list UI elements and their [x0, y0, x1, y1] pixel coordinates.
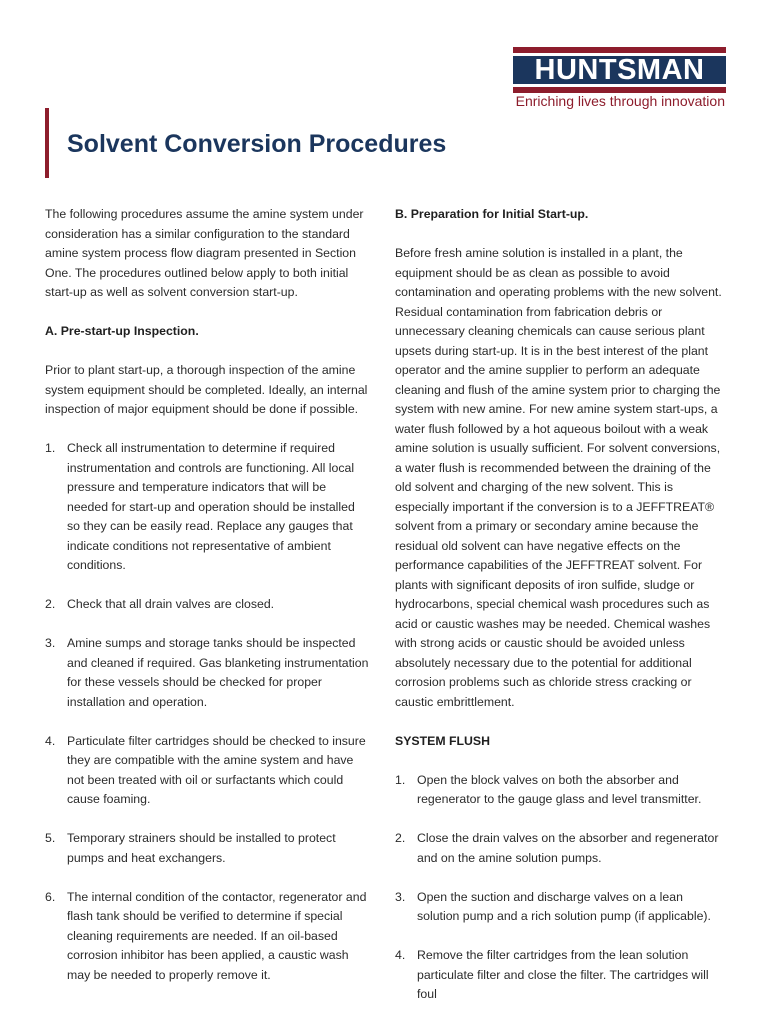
list-number: 4.: [45, 733, 56, 748]
list-text: Close the drain valves on the absorber and regenerator and on the amine solution pumps.: [417, 831, 719, 865]
list-text: Open the block valves on both the absorber and regenerator to the gauge glass and level transmitter.: [417, 772, 702, 806]
section-a-intro: Prior to plant start-up, a thorough inspection of the amine system equipment should be completed. Ideally, an internal inspection of major equipment should be done if possible.: [45, 363, 368, 416]
list-text: Check that all drain valves are closed.: [67, 597, 275, 611]
list-item: [395, 888, 723, 927]
logo-top-bar: [513, 47, 726, 53]
list-text: Temporary strainers should be installed to protect pumps and heat exchangers.: [67, 831, 336, 865]
page-title: Solvent Conversion Procedures: [67, 130, 447, 158]
huntsman-logo: [513, 47, 726, 93]
logo-wordmark: HUNTSMAN: [513, 56, 726, 84]
list-item: [45, 829, 370, 868]
list-item: [45, 595, 370, 615]
list-text: Open the suction and discharge valves on a lean solution pump and a rich solution pump (if applicable).: [417, 889, 711, 923]
list-number: 2.: [395, 831, 406, 845]
title-accent-bar: [45, 108, 49, 178]
list-text: Check all instrumentation to determine if required instrumentation and controls are functioning. All local pressure and temperature indicators that will be needed for start-up and operation should be installed so they can be easily read. Replace any gauges that indicate conditions not representative of ambient conditions.: [67, 441, 355, 572]
right-column: [395, 205, 723, 1024]
system-flush-list: [395, 771, 723, 1005]
list-number: 6.: [45, 889, 56, 904]
list-number: 1.: [45, 441, 56, 455]
list-text: The internal condition of the contactor, regenerator and flash tank should be verified to determine if special cleaning requirements are needed. If an oil-based corrosion inhibitor has been applied, a caustic wash may be needed to properly remove it.: [67, 889, 367, 982]
list-item: [45, 634, 370, 712]
list-number: 1.: [395, 772, 406, 787]
list-item: [395, 829, 723, 868]
list-text: Particulate filter cartridges should be checked to insure they are compatible with the amine system and have not been treated with oil or surfactants which could cause foaming.: [67, 733, 366, 806]
list-item: [45, 732, 370, 810]
list-number: 4.: [395, 948, 406, 962]
list-item: [45, 439, 370, 576]
list-item: [395, 771, 723, 810]
list-number: 2.: [45, 597, 56, 611]
list-text: Amine sumps and storage tanks should be inspected and cleaned if required. Gas blanketing instrumentation for these vessels should be checked for proper installation and operation.: [67, 636, 369, 709]
section-a-heading: A. Pre-start-up Inspection.: [45, 324, 199, 338]
list-text: Remove the filter cartridges from the lean solution particulate filter and close the filter. The cartridges will foul: [417, 948, 709, 1001]
intro-paragraph: The following procedures assume the amine system under consideration has a similar configuration to the standard amine system process flow diagram presented in Section One. The procedures outlined below apply to both initial start-up as well as solvent conversion start-up.: [45, 207, 364, 299]
list-number: 5.: [45, 831, 56, 845]
list-item: [395, 946, 723, 1005]
left-column: [45, 205, 370, 1005]
system-flush-heading: SYSTEM FLUSH: [395, 733, 490, 748]
list-number: 3.: [45, 636, 56, 650]
tagline: Enriching lives through innovation: [515, 93, 725, 109]
section-b-heading: B. Preparation for Initial Start-up.: [395, 207, 589, 221]
list-number: 3.: [395, 889, 406, 904]
section-b-body: Before fresh amine solution is installed in a plant, the equipment should be as clean as possible to avoid contamination and operating problems with the new solvent. Residual contamination from fabrication debris or unnecessary cleaning chemicals can cause serious plant upsets during start-up. It is in the best interest of the plant operator and the amine supplier to perform an adequate cleaning and flush of the amine system prior to charging the system with new amine. For new amine system start-ups, a water flush followed by a hot aqueous boilout with a weak amine solution is usually sufficient. For solvent conversions, a water flush is recommended between the draining of the old solvent and charging of the new solvent. This is especially important if the conversion is to a JEFFTREAT® solvent from a primary or secondary amine because the residual old solvent can have negative effects on the performance capabilities of the JEFFTREAT solvent. For plants with significant deposits of iron sulfide, sludge or hydrocarbons, special chemical wash procedures such as acid or caustic washes may be needed. Chemical washes with strong acids or caustic should be avoided unless absolutely necessary due to the potential for additional corrosion problems such as chloride stress cracking or caustic embrittlement.: [395, 246, 722, 709]
inspection-list: [45, 439, 370, 985]
list-item: [45, 888, 370, 986]
